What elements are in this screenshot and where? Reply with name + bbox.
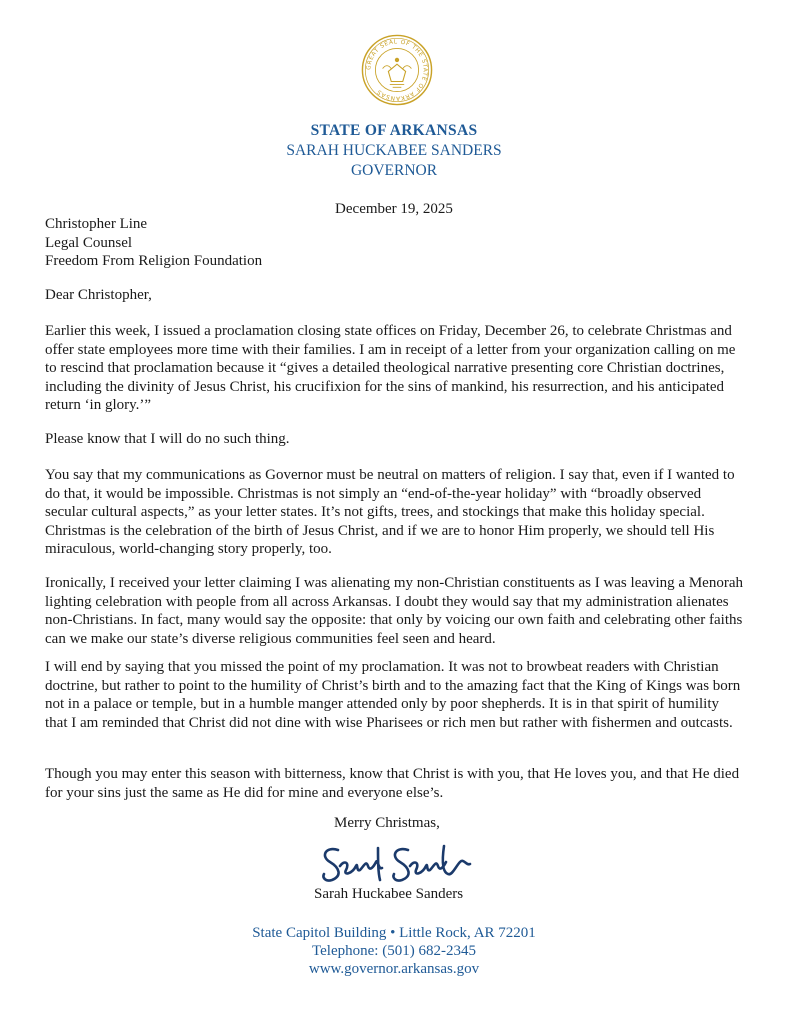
letterhead-governor-name: SARAH HUCKABEE SANDERS	[286, 142, 502, 159]
salutation: Dear Christopher,	[45, 287, 152, 303]
body-paragraph: Though you may enter this season with bitterness, know that Christ is with you, that He loves you, and that He died for your sins just the same as He did for mine and everyone else’s.	[45, 766, 740, 801]
closing: Merry Christmas,	[334, 815, 440, 831]
state-seal-icon	[361, 34, 433, 106]
footer-address: State Capitol Building • Little Rock, AR 72201	[252, 925, 536, 941]
recipient-name: Christopher Line	[45, 216, 148, 232]
signer-name: Sarah Huckabee Sanders	[314, 886, 464, 902]
body-paragraph: Ironically, I received your letter claiming I was alienating my non-Christian constituents as I was leaving a Menorah lighting celebration with people from all across Arkansas. I doubt they would say that my administration alienates non-Christians. In fact, many would say the opposite: that only by voicing our own faith and celebrating other faiths can we make our state’s diverse religious communities feel seen and heard.	[45, 575, 743, 647]
body-paragraph: Please know that I will do no such thing.	[45, 431, 290, 447]
footer-phone: Telephone: (501) 682-2345	[312, 943, 476, 959]
recipient-organization: Freedom From Religion Foundation	[45, 253, 263, 269]
handwritten-signature-icon	[316, 836, 476, 888]
svg-text:GREAT SEAL OF THE STATE OF ARK: GREAT SEAL OF THE STATE OF ARKANSAS	[366, 39, 428, 101]
footer-website: www.governor.arkansas.gov	[308, 961, 480, 977]
letter-date: December 19, 2025	[335, 201, 453, 217]
recipient-title: Legal Counsel	[45, 234, 133, 251]
recipient-block	[45, 215, 262, 271]
body-paragraph: I will end by saying that you missed the point of my proclamation. It was not to browbeat readers with Christian doctrine, but rather to point to the humility of Christ’s birth and to the amazing fact that the King of Kings was born not in a palace or temple, but in a humble manger attended only by poor shepherds. It is in that spirit of humility that I am reminded that Christ did not dine with wise Pharisees or rich men but rather with fishermen and outcasts.	[45, 659, 741, 731]
body-paragraph: You say that my communications as Governor must be neutral on matters of religion. I say that, even if I wanted to do that, it would be impossible. Christmas is not simply an “end-of-the-year holiday” with “broadly observed secular cultural aspects,” as your letter states. It’s not gifts, trees, and stockings that make this holiday special. Christmas is the celebration of the birth of Jesus Christ, and if we are to honor Him properly, we should tell His miraculous, world-changing story properly, too.	[45, 467, 735, 558]
letterhead-title: GOVERNOR	[350, 162, 438, 179]
body-paragraph: Earlier this week, I issued a proclamation closing state offices on Friday, December 26, to celebrate Christmas and offer state employees more time with their families. I am in receipt of a letter from your organization calling on me to rescind that proclamation because it “gives a detailed theological narrative presenting core Christian doctrines, including the divinity of Jesus Christ, his crucifixion for the sins of mankind, his resurrection, and his anticipated return ‘in glory.’”	[45, 323, 736, 414]
letterhead-state: STATE OF ARKANSAS	[310, 122, 478, 139]
